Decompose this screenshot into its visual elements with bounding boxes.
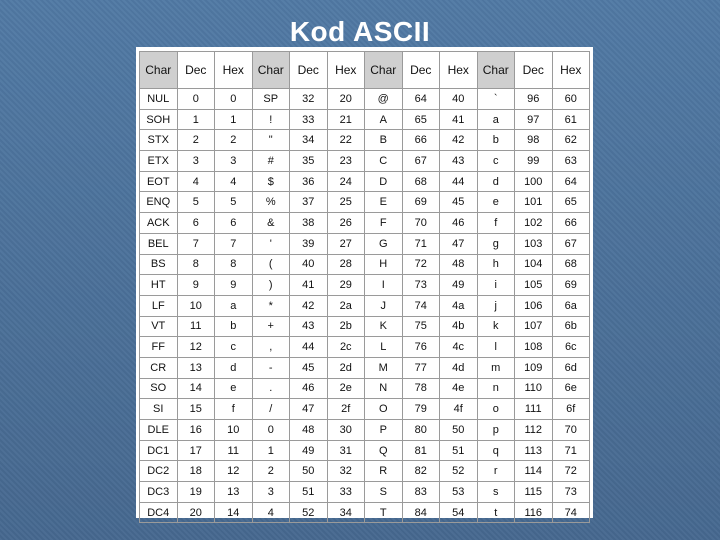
table-row xyxy=(140,275,590,296)
table-row xyxy=(140,337,590,358)
table-cell-char: A xyxy=(365,109,403,130)
table-cell-hex: 12 xyxy=(215,461,253,482)
table-cell-hex: 4c xyxy=(440,337,478,358)
table-cell-dec: 0 xyxy=(177,89,215,110)
table-cell-hex: 61 xyxy=(552,109,590,130)
table-cell-hex: 64 xyxy=(552,171,590,192)
table-cell-hex: d xyxy=(215,357,253,378)
table-cell-hex: 2e xyxy=(327,378,365,399)
table-cell-dec: 36 xyxy=(290,171,328,192)
table-cell-char: m xyxy=(477,357,515,378)
table-cell-dec: 67 xyxy=(402,151,440,172)
table-cell-dec: 80 xyxy=(402,420,440,441)
table-cell-hex: 74 xyxy=(552,502,590,523)
table-cell-dec: 100 xyxy=(515,171,553,192)
table-cell-char: $ xyxy=(252,171,290,192)
table-cell-dec: 113 xyxy=(515,440,553,461)
table-cell-char: F xyxy=(365,213,403,234)
table-cell-char: HT xyxy=(140,275,178,296)
table-cell-dec: 39 xyxy=(290,233,328,254)
col-header-dec: Dec xyxy=(290,52,328,89)
table-cell-dec: 98 xyxy=(515,130,553,151)
table-cell-char: c xyxy=(477,151,515,172)
table-cell-dec: 51 xyxy=(290,482,328,503)
table-cell-hex: 25 xyxy=(327,192,365,213)
table-cell-hex: 4d xyxy=(440,357,478,378)
table-cell-char: EOT xyxy=(140,171,178,192)
table-cell-char: % xyxy=(252,192,290,213)
table-cell-hex: 68 xyxy=(552,254,590,275)
table-cell-dec: 1 xyxy=(177,109,215,130)
table-cell-dec: 8 xyxy=(177,254,215,275)
table-cell-char: a xyxy=(477,109,515,130)
table-cell-dec: 82 xyxy=(402,461,440,482)
table-cell-char: k xyxy=(477,316,515,337)
table-cell-dec: 83 xyxy=(402,482,440,503)
table-cell-char: p xyxy=(477,420,515,441)
table-row xyxy=(140,378,590,399)
table-cell-char: D xyxy=(365,171,403,192)
table-cell-char: # xyxy=(252,151,290,172)
table-cell-dec: 78 xyxy=(402,378,440,399)
table-cell-hex: 60 xyxy=(552,89,590,110)
table-cell-hex: e xyxy=(215,378,253,399)
table-cell-char: M xyxy=(365,357,403,378)
table-cell-char: , xyxy=(252,337,290,358)
table-cell-hex: 7 xyxy=(215,233,253,254)
table-cell-dec: 50 xyxy=(290,461,328,482)
col-header-hex: Hex xyxy=(215,52,253,89)
table-row xyxy=(140,233,590,254)
table-cell-hex: 73 xyxy=(552,482,590,503)
table-cell-hex: 47 xyxy=(440,233,478,254)
table-cell-hex: 34 xyxy=(327,502,365,523)
table-cell-char: ENQ xyxy=(140,192,178,213)
table-cell-dec: 111 xyxy=(515,399,553,420)
table-cell-char: J xyxy=(365,295,403,316)
slide-title: Kod ASCII xyxy=(289,16,431,47)
table-cell-hex: 26 xyxy=(327,213,365,234)
table-cell-hex: 52 xyxy=(440,461,478,482)
table-cell-hex: 40 xyxy=(440,89,478,110)
table-cell-char: & xyxy=(252,213,290,234)
table-cell-hex: 4a xyxy=(440,295,478,316)
ascii-table-panel xyxy=(136,47,593,518)
table-cell-dec: 116 xyxy=(515,502,553,523)
table-cell-hex: 3 xyxy=(215,151,253,172)
table-cell-dec: 114 xyxy=(515,461,553,482)
table-cell-dec: 66 xyxy=(402,130,440,151)
table-cell-char: T xyxy=(365,502,403,523)
table-cell-hex: 6f xyxy=(552,399,590,420)
table-cell-char: K xyxy=(365,316,403,337)
table-cell-dec: 96 xyxy=(515,89,553,110)
table-cell-char: - xyxy=(252,357,290,378)
table-cell-char: d xyxy=(477,171,515,192)
table-row xyxy=(140,461,590,482)
table-cell-hex: 63 xyxy=(552,151,590,172)
table-cell-char: f xyxy=(477,213,515,234)
table-cell-char: I xyxy=(365,275,403,296)
table-cell-hex: 10 xyxy=(215,420,253,441)
table-cell-dec: 17 xyxy=(177,440,215,461)
table-cell-dec: 41 xyxy=(290,275,328,296)
table-cell-char: n xyxy=(477,378,515,399)
table-cell-char: DC2 xyxy=(140,461,178,482)
table-cell-dec: 45 xyxy=(290,357,328,378)
table-row xyxy=(140,109,590,130)
table-cell-dec: 107 xyxy=(515,316,553,337)
table-row xyxy=(140,482,590,503)
table-cell-dec: 3 xyxy=(177,151,215,172)
table-cell-hex: 65 xyxy=(552,192,590,213)
table-cell-dec: 65 xyxy=(402,109,440,130)
table-cell-char: DC1 xyxy=(140,440,178,461)
table-cell-char: B xyxy=(365,130,403,151)
ascii-table xyxy=(139,51,590,523)
table-cell-char: STX xyxy=(140,130,178,151)
table-cell-hex: 66 xyxy=(552,213,590,234)
table-cell-dec: 73 xyxy=(402,275,440,296)
table-cell-dec: 40 xyxy=(290,254,328,275)
table-cell-char: ! xyxy=(252,109,290,130)
table-cell-dec: 13 xyxy=(177,357,215,378)
table-cell-char: BEL xyxy=(140,233,178,254)
table-cell-hex: 9 xyxy=(215,275,253,296)
table-cell-dec: 15 xyxy=(177,399,215,420)
table-cell-dec: 12 xyxy=(177,337,215,358)
table-cell-dec: 33 xyxy=(290,109,328,130)
table-cell-hex: 69 xyxy=(552,275,590,296)
col-header-char: Char xyxy=(365,52,403,89)
table-cell-dec: 18 xyxy=(177,461,215,482)
table-cell-char: Q xyxy=(365,440,403,461)
table-row xyxy=(140,316,590,337)
table-cell-char: + xyxy=(252,316,290,337)
table-cell-char: G xyxy=(365,233,403,254)
table-cell-char: " xyxy=(252,130,290,151)
table-cell-dec: 103 xyxy=(515,233,553,254)
table-cell-hex: 6c xyxy=(552,337,590,358)
table-cell-hex: 5 xyxy=(215,192,253,213)
table-cell-dec: 7 xyxy=(177,233,215,254)
table-cell-char: @ xyxy=(365,89,403,110)
table-cell-char: DC4 xyxy=(140,502,178,523)
table-cell-dec: 35 xyxy=(290,151,328,172)
col-header-dec: Dec xyxy=(515,52,553,89)
table-cell-hex: 32 xyxy=(327,461,365,482)
table-cell-hex: 45 xyxy=(440,192,478,213)
table-cell-hex: 2b xyxy=(327,316,365,337)
table-cell-dec: 5 xyxy=(177,192,215,213)
table-cell-hex: 4b xyxy=(440,316,478,337)
table-cell-char: DC3 xyxy=(140,482,178,503)
table-cell-dec: 10 xyxy=(177,295,215,316)
table-row xyxy=(140,357,590,378)
table-cell-dec: 81 xyxy=(402,440,440,461)
table-cell-dec: 46 xyxy=(290,378,328,399)
table-row xyxy=(140,295,590,316)
table-cell-hex: 21 xyxy=(327,109,365,130)
table-cell-hex: 33 xyxy=(327,482,365,503)
table-cell-dec: 109 xyxy=(515,357,553,378)
table-cell-dec: 38 xyxy=(290,213,328,234)
table-cell-dec: 6 xyxy=(177,213,215,234)
col-header-dec: Dec xyxy=(402,52,440,89)
table-cell-hex: 0 xyxy=(215,89,253,110)
table-cell-char: SOH xyxy=(140,109,178,130)
table-cell-char: j xyxy=(477,295,515,316)
table-cell-char: l xyxy=(477,337,515,358)
table-cell-dec: 43 xyxy=(290,316,328,337)
table-row xyxy=(140,420,590,441)
table-row xyxy=(140,192,590,213)
table-cell-dec: 68 xyxy=(402,171,440,192)
table-cell-hex: 70 xyxy=(552,420,590,441)
header-row xyxy=(140,52,590,89)
table-cell-dec: 101 xyxy=(515,192,553,213)
table-cell-hex: 22 xyxy=(327,130,365,151)
table-cell-dec: 2 xyxy=(177,130,215,151)
table-row xyxy=(140,171,590,192)
table-cell-hex: 8 xyxy=(215,254,253,275)
table-cell-hex: 30 xyxy=(327,420,365,441)
table-cell-char: VT xyxy=(140,316,178,337)
table-cell-dec: 97 xyxy=(515,109,553,130)
table-cell-char: SO xyxy=(140,378,178,399)
table-cell-char: q xyxy=(477,440,515,461)
table-cell-char: H xyxy=(365,254,403,275)
table-cell-char: ) xyxy=(252,275,290,296)
table-row xyxy=(140,254,590,275)
table-cell-char: E xyxy=(365,192,403,213)
table-cell-dec: 11 xyxy=(177,316,215,337)
table-cell-dec: 69 xyxy=(402,192,440,213)
table-cell-hex: 2f xyxy=(327,399,365,420)
table-cell-char: R xyxy=(365,461,403,482)
table-cell-char: r xyxy=(477,461,515,482)
table-cell-hex: 20 xyxy=(327,89,365,110)
table-cell-char: ACK xyxy=(140,213,178,234)
table-cell-char: SI xyxy=(140,399,178,420)
table-cell-hex: 29 xyxy=(327,275,365,296)
table-cell-dec: 64 xyxy=(402,89,440,110)
table-cell-hex: 41 xyxy=(440,109,478,130)
table-cell-hex: 62 xyxy=(552,130,590,151)
table-cell-dec: 48 xyxy=(290,420,328,441)
table-cell-char: BS xyxy=(140,254,178,275)
table-cell-dec: 16 xyxy=(177,420,215,441)
table-cell-hex: 23 xyxy=(327,151,365,172)
table-cell-dec: 112 xyxy=(515,420,553,441)
table-cell-hex: 27 xyxy=(327,233,365,254)
table-cell-hex: 4f xyxy=(440,399,478,420)
table-cell-hex: 14 xyxy=(215,502,253,523)
table-cell-hex: 11 xyxy=(215,440,253,461)
table-cell-dec: 99 xyxy=(515,151,553,172)
table-cell-hex: 43 xyxy=(440,151,478,172)
table-cell-hex: 6e xyxy=(552,378,590,399)
table-cell-dec: 52 xyxy=(290,502,328,523)
table-cell-dec: 19 xyxy=(177,482,215,503)
table-cell-char: O xyxy=(365,399,403,420)
table-cell-hex: 71 xyxy=(552,440,590,461)
table-cell-hex: b xyxy=(215,316,253,337)
table-cell-dec: 14 xyxy=(177,378,215,399)
table-cell-hex: 6a xyxy=(552,295,590,316)
table-cell-char: P xyxy=(365,420,403,441)
table-cell-char: DLE xyxy=(140,420,178,441)
table-cell-dec: 75 xyxy=(402,316,440,337)
table-cell-hex: 31 xyxy=(327,440,365,461)
table-cell-dec: 102 xyxy=(515,213,553,234)
table-cell-hex: 51 xyxy=(440,440,478,461)
table-cell-dec: 84 xyxy=(402,502,440,523)
table-cell-dec: 77 xyxy=(402,357,440,378)
table-cell-dec: 37 xyxy=(290,192,328,213)
table-cell-hex: a xyxy=(215,295,253,316)
table-cell-char: 1 xyxy=(252,440,290,461)
table-row xyxy=(140,502,590,523)
table-cell-dec: 76 xyxy=(402,337,440,358)
table-cell-char: e xyxy=(477,192,515,213)
table-cell-hex: 50 xyxy=(440,420,478,441)
col-header-char: Char xyxy=(252,52,290,89)
table-cell-char: / xyxy=(252,399,290,420)
table-cell-dec: 4 xyxy=(177,171,215,192)
table-cell-dec: 110 xyxy=(515,378,553,399)
table-cell-hex: 13 xyxy=(215,482,253,503)
table-cell-hex: 49 xyxy=(440,275,478,296)
table-row xyxy=(140,213,590,234)
table-cell-hex: 28 xyxy=(327,254,365,275)
table-cell-hex: 67 xyxy=(552,233,590,254)
table-cell-char: ( xyxy=(252,254,290,275)
table-cell-hex: 2 xyxy=(215,130,253,151)
table-cell-dec: 44 xyxy=(290,337,328,358)
table-cell-hex: 24 xyxy=(327,171,365,192)
table-cell-char: t xyxy=(477,502,515,523)
table-cell-hex: 54 xyxy=(440,502,478,523)
table-cell-hex: 42 xyxy=(440,130,478,151)
table-cell-char: ` xyxy=(477,89,515,110)
table-cell-dec: 49 xyxy=(290,440,328,461)
table-cell-dec: 34 xyxy=(290,130,328,151)
table-cell-char: CR xyxy=(140,357,178,378)
table-cell-hex: 53 xyxy=(440,482,478,503)
table-cell-char: FF xyxy=(140,337,178,358)
table-cell-char: s xyxy=(477,482,515,503)
table-cell-dec: 32 xyxy=(290,89,328,110)
table-cell-dec: 72 xyxy=(402,254,440,275)
table-cell-hex: 46 xyxy=(440,213,478,234)
table-cell-dec: 42 xyxy=(290,295,328,316)
table-cell-dec: 74 xyxy=(402,295,440,316)
table-cell-dec: 47 xyxy=(290,399,328,420)
table-cell-hex: c xyxy=(215,337,253,358)
table-cell-hex: 44 xyxy=(440,171,478,192)
table-cell-char: i xyxy=(477,275,515,296)
table-row xyxy=(140,89,590,110)
col-header-hex: Hex xyxy=(327,52,365,89)
table-row xyxy=(140,130,590,151)
table-cell-dec: 105 xyxy=(515,275,553,296)
table-cell-hex: 2c xyxy=(327,337,365,358)
table-cell-dec: 106 xyxy=(515,295,553,316)
table-cell-dec: 104 xyxy=(515,254,553,275)
table-cell-char: b xyxy=(477,130,515,151)
table-cell-char: h xyxy=(477,254,515,275)
table-cell-dec: 115 xyxy=(515,482,553,503)
table-cell-char: 4 xyxy=(252,502,290,523)
table-cell-dec: 71 xyxy=(402,233,440,254)
table-cell-char: 3 xyxy=(252,482,290,503)
table-cell-char: ETX xyxy=(140,151,178,172)
table-cell-dec: 9 xyxy=(177,275,215,296)
col-header-hex: Hex xyxy=(440,52,478,89)
table-row xyxy=(140,440,590,461)
table-cell-hex: 1 xyxy=(215,109,253,130)
table-cell-hex: 4 xyxy=(215,171,253,192)
table-cell-hex: 4e xyxy=(440,378,478,399)
table-cell-char: NUL xyxy=(140,89,178,110)
table-cell-char: * xyxy=(252,295,290,316)
col-header-char: Char xyxy=(140,52,178,89)
table-cell-hex: 2a xyxy=(327,295,365,316)
col-header-char: Char xyxy=(477,52,515,89)
table-cell-hex: 2d xyxy=(327,357,365,378)
table-cell-hex: 6 xyxy=(215,213,253,234)
table-cell-char: SP xyxy=(252,89,290,110)
ascii-table-body xyxy=(140,89,590,523)
col-header-dec: Dec xyxy=(177,52,215,89)
col-header-hex: Hex xyxy=(552,52,590,89)
table-cell-char: S xyxy=(365,482,403,503)
table-cell-dec: 20 xyxy=(177,502,215,523)
table-cell-char: C xyxy=(365,151,403,172)
table-cell-dec: 79 xyxy=(402,399,440,420)
table-cell-hex: f xyxy=(215,399,253,420)
table-cell-char: 0 xyxy=(252,420,290,441)
table-row xyxy=(140,399,590,420)
table-cell-char: L xyxy=(365,337,403,358)
table-cell-char: . xyxy=(252,378,290,399)
table-cell-char: g xyxy=(477,233,515,254)
table-cell-char: N xyxy=(365,378,403,399)
table-cell-char: LF xyxy=(140,295,178,316)
table-cell-dec: 108 xyxy=(515,337,553,358)
table-cell-char: ' xyxy=(252,233,290,254)
table-cell-hex: 6b xyxy=(552,316,590,337)
table-cell-hex: 6d xyxy=(552,357,590,378)
table-cell-hex: 72 xyxy=(552,461,590,482)
table-cell-hex: 48 xyxy=(440,254,478,275)
table-cell-char: o xyxy=(477,399,515,420)
table-row xyxy=(140,151,590,172)
table-cell-dec: 70 xyxy=(402,213,440,234)
table-cell-char: 2 xyxy=(252,461,290,482)
